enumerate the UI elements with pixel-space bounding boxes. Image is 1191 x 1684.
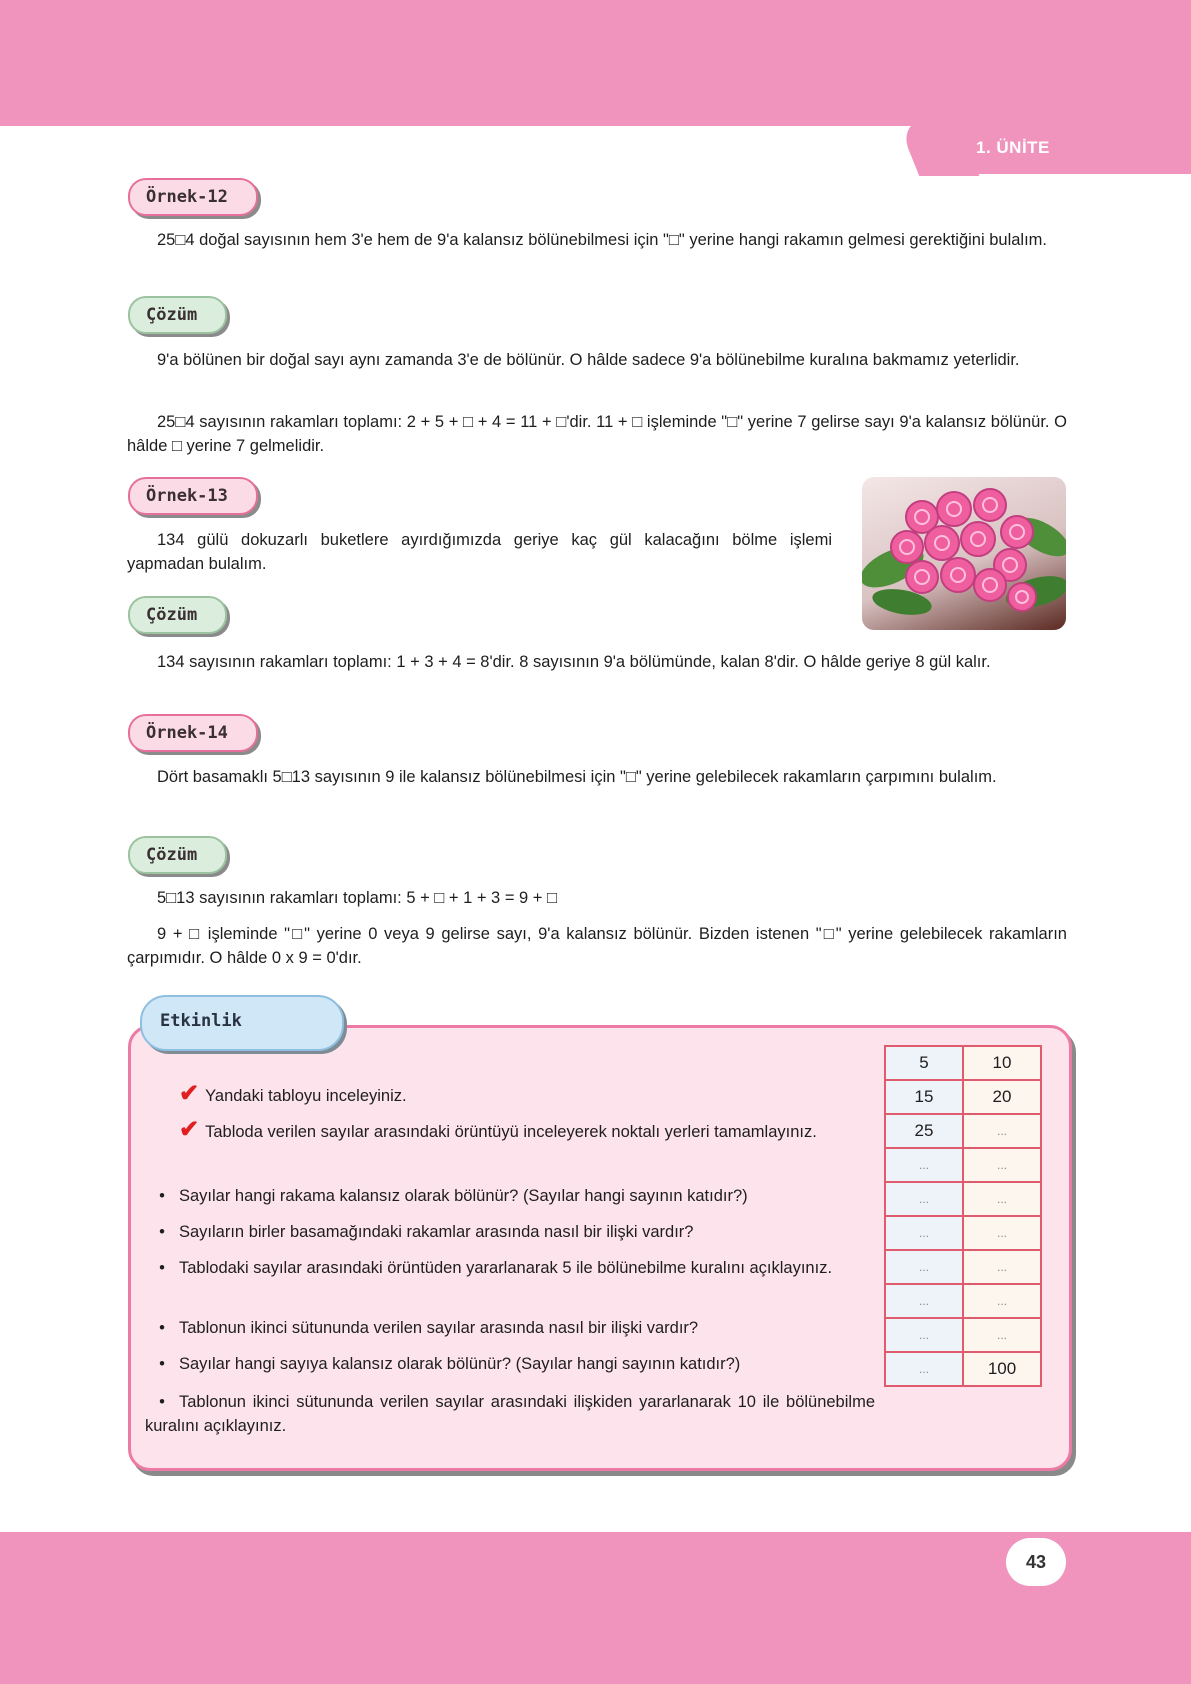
table-cell: ...	[963, 1148, 1041, 1182]
check-icon: ✔	[179, 1116, 200, 1143]
example-13-solution-1: 134 sayısının rakamları toplamı: 1 + 3 + 4 = 8'dir. 8 sayısının 9'a bölümünde, kalan 8'dir. O hâlde geriye 8 gül kalır.	[157, 653, 991, 671]
activity-tab	[140, 995, 344, 1051]
roses-photo	[862, 477, 1066, 630]
table-cell: ...	[885, 1318, 963, 1352]
activity-bullet-3: • Tablodaki sayılar arasındaki örüntüden yararlanarak 5 ile bölünebilme kuralını açıklayınız.	[159, 1259, 833, 1277]
example-12-solution-2: 25□4 sayısının rakamları toplamı: 2 + 5 + □ + 4 = 11 + □'dir. 11 + □ işleminde "□" yerine 7 gelirse sayı 9'a kalansız bölünür. O hâlde □ yerine 7 gelmelidir.	[127, 413, 1067, 455]
table-cell: ...	[963, 1216, 1041, 1250]
activity-title: Etkinlik	[160, 1011, 242, 1031]
table-cell: ...	[885, 1216, 963, 1250]
table-cell: ...	[963, 1182, 1041, 1216]
table-cell: 10	[963, 1046, 1041, 1080]
table-cell: ...	[885, 1148, 963, 1182]
table-row	[885, 1250, 1041, 1284]
table-cell: ...	[885, 1182, 963, 1216]
table-cell: 20	[963, 1080, 1041, 1114]
table-cell: ...	[963, 1318, 1041, 1352]
table-row	[885, 1148, 1041, 1182]
example-12-badge: Örnek-12	[128, 178, 258, 216]
check-icon: ✔	[179, 1080, 200, 1107]
unit-label: 1. ÜNİTE	[976, 138, 1050, 157]
activity-check-2: ✔ Tabloda verilen sayılar arasındaki örüntüyü inceleyerek noktalı yerleri tamamlayınız.	[179, 1116, 817, 1143]
example-12-solution-1: 9'a bölünen bir doğal sayı aynı zamanda 3'e de bölünür. O hâlde sadece 9'a bölünebilme kuralına bakmamız yeterlidir.	[157, 351, 1020, 369]
activity-bullet-4: • Tablonun ikinci sütununda verilen sayılar arasında nasıl bir ilişki vardır?	[159, 1319, 699, 1337]
table-row	[885, 1114, 1041, 1148]
table-cell: ...	[963, 1114, 1041, 1148]
table-cell: ...	[963, 1250, 1041, 1284]
activity-bullet-1: • Sayılar hangi rakama kalansız olarak bölünür? (Sayılar hangi sayının katıdır?)	[159, 1187, 748, 1205]
table-cell: 15	[885, 1080, 963, 1114]
number-pattern-table	[884, 1045, 1042, 1387]
table-row	[885, 1080, 1041, 1114]
unit-tab	[938, 120, 1191, 174]
example-14-solution-2: 9 + □ işleminde "□" yerine 0 veya 9 gelirse sayı, 9'a kalansız bölünür. Bizden istenen "□" yerine gelebilecek rakamların çarpımıdır. O hâlde 0 x 9 = 0'dır.	[127, 925, 1067, 967]
table-row	[885, 1352, 1041, 1386]
roses-illustration	[862, 477, 1066, 630]
example-12-question: 25□4 doğal sayısının hem 3'e hem de 9'a kalansız bölünebilmesi için "□" yerine hangi rakamın gelmesi gerektiğini bulalım.	[157, 231, 1048, 249]
table-cell: 100	[963, 1352, 1041, 1386]
example-13-solution-badge: Çözüm	[128, 596, 227, 634]
table-row	[885, 1284, 1041, 1318]
activity-bullet-6: • Tablonun ikinci sütununda verilen sayılar arasındaki ilişkiden yararlanarak 10 ile bölünebilme kuralını açıklayınız.	[145, 1393, 875, 1435]
table-cell: ...	[885, 1284, 963, 1318]
page-number: 43	[1006, 1538, 1066, 1586]
table-row	[885, 1046, 1041, 1080]
table-cell: ...	[885, 1250, 963, 1284]
table-row	[885, 1182, 1041, 1216]
table-cell: 25	[885, 1114, 963, 1148]
table-cell: ...	[885, 1352, 963, 1386]
table-cell: 5	[885, 1046, 963, 1080]
example-12-solution-badge: Çözüm	[128, 296, 227, 334]
example-14-solution-badge: Çözüm	[128, 836, 227, 874]
example-14-badge: Örnek-14	[128, 714, 258, 752]
example-13-badge: Örnek-13	[128, 477, 258, 515]
top-band	[0, 0, 1191, 126]
example-14-question: Dört basamaklı 5□13 sayısının 9 ile kalansız bölünebilmesi için "□" yerine gelebilecek rakamların çarpımını bulalım.	[157, 768, 997, 786]
table-row	[885, 1318, 1041, 1352]
activity-bullet-5: • Sayılar hangi sayıya kalansız olarak bölünür? (Sayılar hangi sayının katıdır?)	[159, 1355, 741, 1373]
example-13-question: 134 gülü dokuzarlı buketlere ayırdığımızda geriye kaç gül kalacağını bölme işlemi yapmadan bulalım.	[127, 531, 832, 573]
table-cell: ...	[963, 1284, 1041, 1318]
activity-check-1: ✔ Yandaki tabloyu inceleyiniz.	[179, 1080, 407, 1107]
example-14-solution-1: 5□13 sayısının rakamları toplamı: 5 + □ + 1 + 3 = 9 + □	[157, 889, 557, 907]
activity-bullet-2: • Sayıların birler basamağındaki rakamlar arasında nasıl bir ilişki vardır?	[159, 1223, 694, 1241]
table-row	[885, 1216, 1041, 1250]
